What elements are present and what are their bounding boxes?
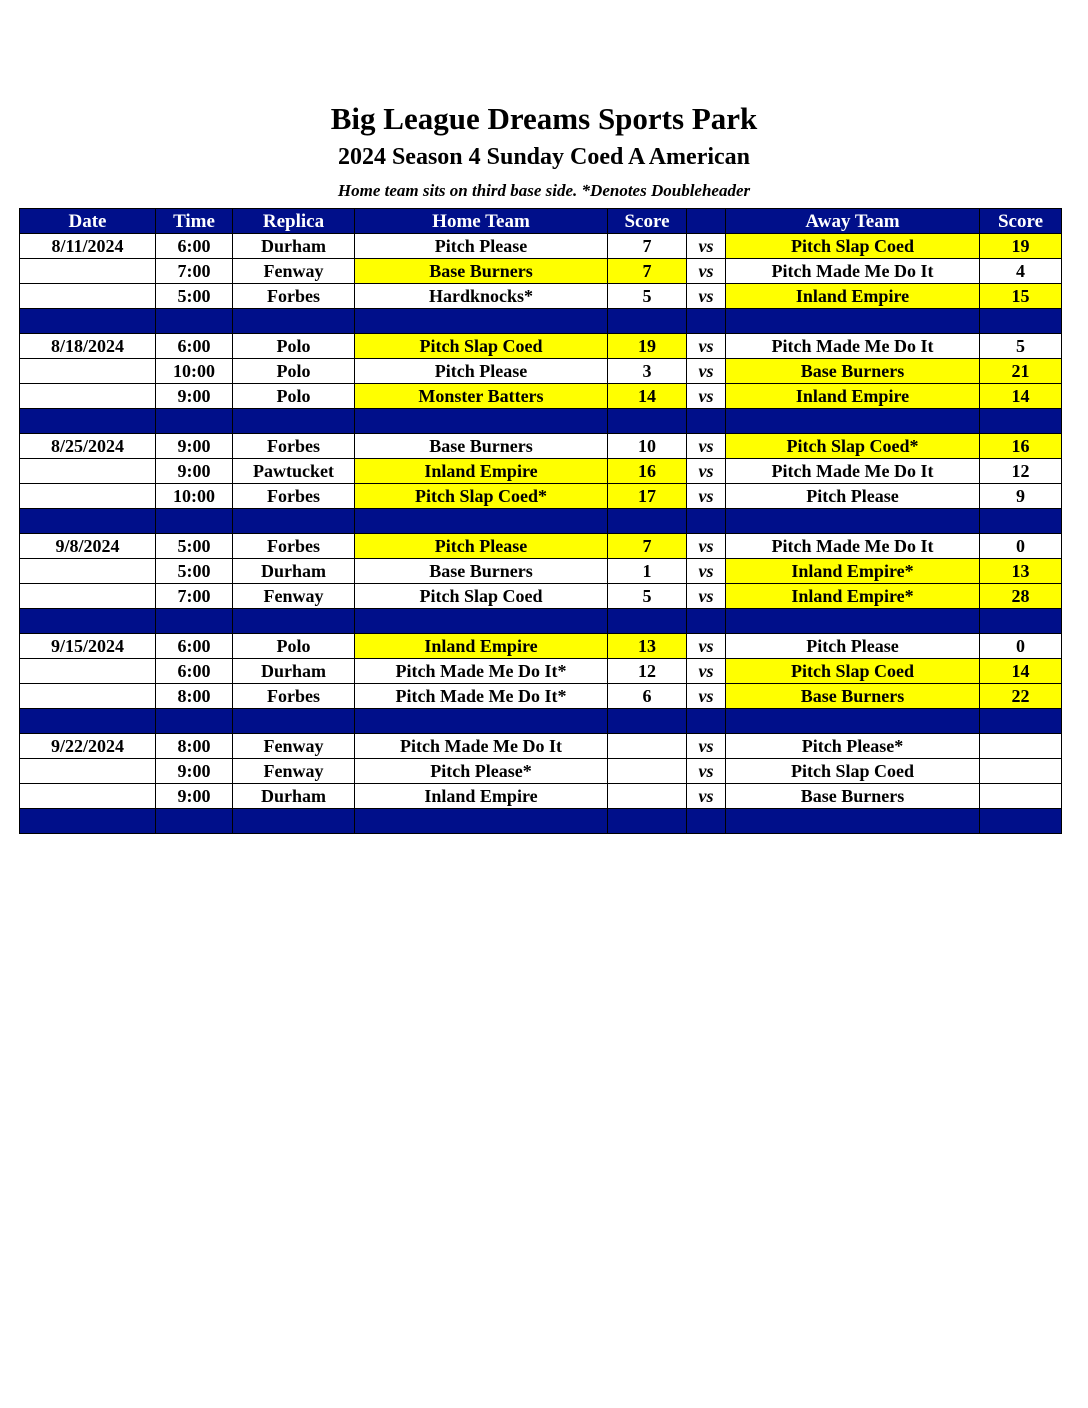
vs-label: vs xyxy=(687,759,726,784)
separator-cell xyxy=(355,509,608,534)
game-row xyxy=(20,359,1062,384)
separator-cell xyxy=(726,709,980,734)
game-row xyxy=(20,334,1062,359)
away-score: 9 xyxy=(980,484,1062,509)
separator-cell xyxy=(20,609,156,634)
game-date xyxy=(20,684,156,709)
separator-cell xyxy=(726,309,980,334)
away-score: 0 xyxy=(980,534,1062,559)
away-score xyxy=(980,784,1062,809)
week-separator-row xyxy=(20,509,1062,534)
game-time: 5:00 xyxy=(156,559,233,584)
away-team: Base Burners xyxy=(726,784,980,809)
game-row xyxy=(20,734,1062,759)
home-score: 1 xyxy=(608,559,687,584)
separator-cell xyxy=(726,409,980,434)
game-row xyxy=(20,484,1062,509)
home-score: 10 xyxy=(608,434,687,459)
col-header-time: Time xyxy=(156,209,233,234)
separator-cell xyxy=(687,309,726,334)
separator-cell xyxy=(20,509,156,534)
away-team: Inland Empire* xyxy=(726,559,980,584)
home-team: Pitch Please xyxy=(355,359,608,384)
game-date xyxy=(20,384,156,409)
home-team: Hardknocks* xyxy=(355,284,608,309)
away-score: 15 xyxy=(980,284,1062,309)
header-row xyxy=(20,209,1062,234)
separator-cell xyxy=(156,409,233,434)
away-team: Pitch Slap Coed xyxy=(726,234,980,259)
game-time: 8:00 xyxy=(156,734,233,759)
separator-cell xyxy=(233,709,355,734)
away-team: Pitch Please xyxy=(726,634,980,659)
home-score: 6 xyxy=(608,684,687,709)
away-score: 21 xyxy=(980,359,1062,384)
home-team: Pitch Slap Coed* xyxy=(355,484,608,509)
separator-cell xyxy=(233,509,355,534)
home-team: Pitch Slap Coed xyxy=(355,584,608,609)
separator-cell xyxy=(980,809,1062,834)
vs-label: vs xyxy=(687,459,726,484)
vs-label: vs xyxy=(687,584,726,609)
separator-cell xyxy=(233,309,355,334)
schedule-note: Home team sits on third base side. *Denotes Doubleheader xyxy=(337,181,751,200)
home-score: 14 xyxy=(608,384,687,409)
game-replica: Pawtucket xyxy=(233,459,355,484)
separator-cell xyxy=(156,809,233,834)
home-score: 12 xyxy=(608,659,687,684)
game-date: 9/22/2024 xyxy=(20,734,156,759)
game-date xyxy=(20,459,156,484)
separator-cell xyxy=(608,709,687,734)
game-time: 5:00 xyxy=(156,534,233,559)
home-score: 13 xyxy=(608,634,687,659)
away-team: Base Burners xyxy=(726,359,980,384)
game-replica: Durham xyxy=(233,559,355,584)
away-score: 22 xyxy=(980,684,1062,709)
separator-cell xyxy=(687,709,726,734)
separator-cell xyxy=(608,809,687,834)
game-time: 6:00 xyxy=(156,234,233,259)
separator-cell xyxy=(687,509,726,534)
home-team: Pitch Slap Coed xyxy=(355,334,608,359)
away-team: Pitch Made Me Do It xyxy=(726,459,980,484)
separator-cell xyxy=(355,609,608,634)
week-separator-row xyxy=(20,609,1062,634)
home-score: 7 xyxy=(608,259,687,284)
separator-cell xyxy=(980,509,1062,534)
away-score xyxy=(980,759,1062,784)
away-team: Pitch Made Me Do It xyxy=(726,334,980,359)
away-team: Inland Empire* xyxy=(726,584,980,609)
game-row xyxy=(20,459,1062,484)
game-row xyxy=(20,434,1062,459)
separator-cell xyxy=(980,409,1062,434)
col-header-home-team: Home Team xyxy=(355,209,608,234)
away-score: 5 xyxy=(980,334,1062,359)
vs-label: vs xyxy=(687,559,726,584)
week-separator-row xyxy=(20,409,1062,434)
game-replica: Forbes xyxy=(233,434,355,459)
game-replica: Forbes xyxy=(233,284,355,309)
game-date xyxy=(20,484,156,509)
vs-label: vs xyxy=(687,234,726,259)
week-separator-row xyxy=(20,709,1062,734)
game-replica: Forbes xyxy=(233,484,355,509)
separator-cell xyxy=(20,409,156,434)
home-score: 17 xyxy=(608,484,687,509)
game-date xyxy=(20,359,156,384)
separator-cell xyxy=(687,609,726,634)
col-header-date: Date xyxy=(20,209,156,234)
game-replica: Fenway xyxy=(233,759,355,784)
home-team: Pitch Made Me Do It* xyxy=(355,684,608,709)
separator-cell xyxy=(608,509,687,534)
game-time: 6:00 xyxy=(156,634,233,659)
vs-label: vs xyxy=(687,534,726,559)
home-score: 3 xyxy=(608,359,687,384)
separator-cell xyxy=(608,609,687,634)
home-score: 16 xyxy=(608,459,687,484)
game-row xyxy=(20,534,1062,559)
game-row xyxy=(20,284,1062,309)
home-score: 5 xyxy=(608,584,687,609)
game-replica: Forbes xyxy=(233,684,355,709)
vs-label: vs xyxy=(687,684,726,709)
game-time: 9:00 xyxy=(156,434,233,459)
separator-cell xyxy=(980,709,1062,734)
game-date: 9/15/2024 xyxy=(20,634,156,659)
game-time: 6:00 xyxy=(156,659,233,684)
home-team: Base Burners xyxy=(355,559,608,584)
away-score: 12 xyxy=(980,459,1062,484)
away-team: Pitch Please* xyxy=(726,734,980,759)
game-row xyxy=(20,559,1062,584)
game-time: 9:00 xyxy=(156,384,233,409)
game-row xyxy=(20,634,1062,659)
vs-label: vs xyxy=(687,259,726,284)
game-replica: Fenway xyxy=(233,259,355,284)
week-separator-row xyxy=(20,809,1062,834)
game-date xyxy=(20,659,156,684)
home-score xyxy=(608,759,687,784)
game-date: 8/11/2024 xyxy=(20,234,156,259)
away-score: 16 xyxy=(980,434,1062,459)
schedule-subtitle: 2024 Season 4 Sunday Coed A American xyxy=(337,144,751,170)
home-score: 7 xyxy=(608,234,687,259)
game-time: 6:00 xyxy=(156,334,233,359)
game-date xyxy=(20,259,156,284)
separator-cell xyxy=(20,709,156,734)
home-team: Inland Empire xyxy=(355,634,608,659)
game-replica: Durham xyxy=(233,659,355,684)
vs-label: vs xyxy=(687,434,726,459)
game-replica: Fenway xyxy=(233,734,355,759)
vs-label: vs xyxy=(687,384,726,409)
game-date xyxy=(20,584,156,609)
home-team: Pitch Please* xyxy=(355,759,608,784)
col-header-away-score: Score xyxy=(980,209,1062,234)
col-header-home-score: Score xyxy=(608,209,687,234)
separator-cell xyxy=(726,809,980,834)
away-team: Inland Empire xyxy=(726,384,980,409)
schedule-body xyxy=(20,234,1062,834)
home-score: 5 xyxy=(608,284,687,309)
home-team: Pitch Please xyxy=(355,534,608,559)
game-date xyxy=(20,559,156,584)
separator-cell xyxy=(608,309,687,334)
game-time: 10:00 xyxy=(156,484,233,509)
separator-cell xyxy=(355,409,608,434)
separator-cell xyxy=(608,409,687,434)
separator-cell xyxy=(355,709,608,734)
separator-cell xyxy=(355,809,608,834)
vs-label: vs xyxy=(687,484,726,509)
away-score: 14 xyxy=(980,384,1062,409)
vs-label: vs xyxy=(687,734,726,759)
away-team: Pitch Made Me Do It xyxy=(726,534,980,559)
game-replica: Forbes xyxy=(233,534,355,559)
game-time: 9:00 xyxy=(156,784,233,809)
home-score: 19 xyxy=(608,334,687,359)
separator-cell xyxy=(980,309,1062,334)
home-score xyxy=(608,784,687,809)
game-row xyxy=(20,759,1062,784)
away-score: 4 xyxy=(980,259,1062,284)
separator-cell xyxy=(687,409,726,434)
home-team: Pitch Please xyxy=(355,234,608,259)
game-date xyxy=(20,759,156,784)
game-replica: Polo xyxy=(233,384,355,409)
vs-label: vs xyxy=(687,784,726,809)
game-date xyxy=(20,784,156,809)
page-title: Big League Dreams Sports Park xyxy=(330,101,758,136)
game-replica: Durham xyxy=(233,784,355,809)
away-score: 14 xyxy=(980,659,1062,684)
game-time: 10:00 xyxy=(156,359,233,384)
vs-label: vs xyxy=(687,634,726,659)
game-date: 8/25/2024 xyxy=(20,434,156,459)
col-header-away-team: Away Team xyxy=(726,209,980,234)
home-score xyxy=(608,734,687,759)
separator-cell xyxy=(156,709,233,734)
home-team: Monster Batters xyxy=(355,384,608,409)
separator-cell xyxy=(20,809,156,834)
away-score: 19 xyxy=(980,234,1062,259)
game-time: 5:00 xyxy=(156,284,233,309)
away-team: Base Burners xyxy=(726,684,980,709)
separator-cell xyxy=(233,609,355,634)
game-time: 7:00 xyxy=(156,259,233,284)
separator-cell xyxy=(687,809,726,834)
game-time: 9:00 xyxy=(156,759,233,784)
game-row xyxy=(20,684,1062,709)
week-separator-row xyxy=(20,309,1062,334)
col-header-vs xyxy=(687,209,726,234)
away-team: Pitch Slap Coed* xyxy=(726,434,980,459)
away-team: Pitch Please xyxy=(726,484,980,509)
game-replica: Durham xyxy=(233,234,355,259)
game-time: 7:00 xyxy=(156,584,233,609)
game-time: 9:00 xyxy=(156,459,233,484)
separator-cell xyxy=(233,809,355,834)
away-score: 0 xyxy=(980,634,1062,659)
vs-label: vs xyxy=(687,659,726,684)
separator-cell xyxy=(726,509,980,534)
game-date: 8/18/2024 xyxy=(20,334,156,359)
separator-cell xyxy=(355,309,608,334)
schedule-table xyxy=(19,208,1062,834)
game-replica: Polo xyxy=(233,334,355,359)
home-team: Pitch Made Me Do It* xyxy=(355,659,608,684)
separator-cell xyxy=(156,609,233,634)
home-score: 7 xyxy=(608,534,687,559)
away-team: Pitch Made Me Do It xyxy=(726,259,980,284)
away-score: 28 xyxy=(980,584,1062,609)
separator-cell xyxy=(20,309,156,334)
game-row xyxy=(20,384,1062,409)
game-row xyxy=(20,659,1062,684)
away-team: Inland Empire xyxy=(726,284,980,309)
game-date xyxy=(20,284,156,309)
separator-cell xyxy=(726,609,980,634)
game-row xyxy=(20,584,1062,609)
home-team: Inland Empire xyxy=(355,459,608,484)
vs-label: vs xyxy=(687,284,726,309)
away-team: Pitch Slap Coed xyxy=(726,759,980,784)
away-score: 13 xyxy=(980,559,1062,584)
separator-cell xyxy=(233,409,355,434)
game-row xyxy=(20,234,1062,259)
vs-label: vs xyxy=(687,359,726,384)
game-replica: Polo xyxy=(233,359,355,384)
game-row xyxy=(20,259,1062,284)
separator-cell xyxy=(980,609,1062,634)
game-row xyxy=(20,784,1062,809)
home-team: Base Burners xyxy=(355,434,608,459)
home-team: Inland Empire xyxy=(355,784,608,809)
separator-cell xyxy=(156,309,233,334)
separator-cell xyxy=(156,509,233,534)
game-time: 8:00 xyxy=(156,684,233,709)
vs-label: vs xyxy=(687,334,726,359)
col-header-replica: Replica xyxy=(233,209,355,234)
away-team: Pitch Slap Coed xyxy=(726,659,980,684)
game-replica: Polo xyxy=(233,634,355,659)
home-team: Base Burners xyxy=(355,259,608,284)
home-team: Pitch Made Me Do It xyxy=(355,734,608,759)
away-score xyxy=(980,734,1062,759)
game-date: 9/8/2024 xyxy=(20,534,156,559)
game-replica: Fenway xyxy=(233,584,355,609)
